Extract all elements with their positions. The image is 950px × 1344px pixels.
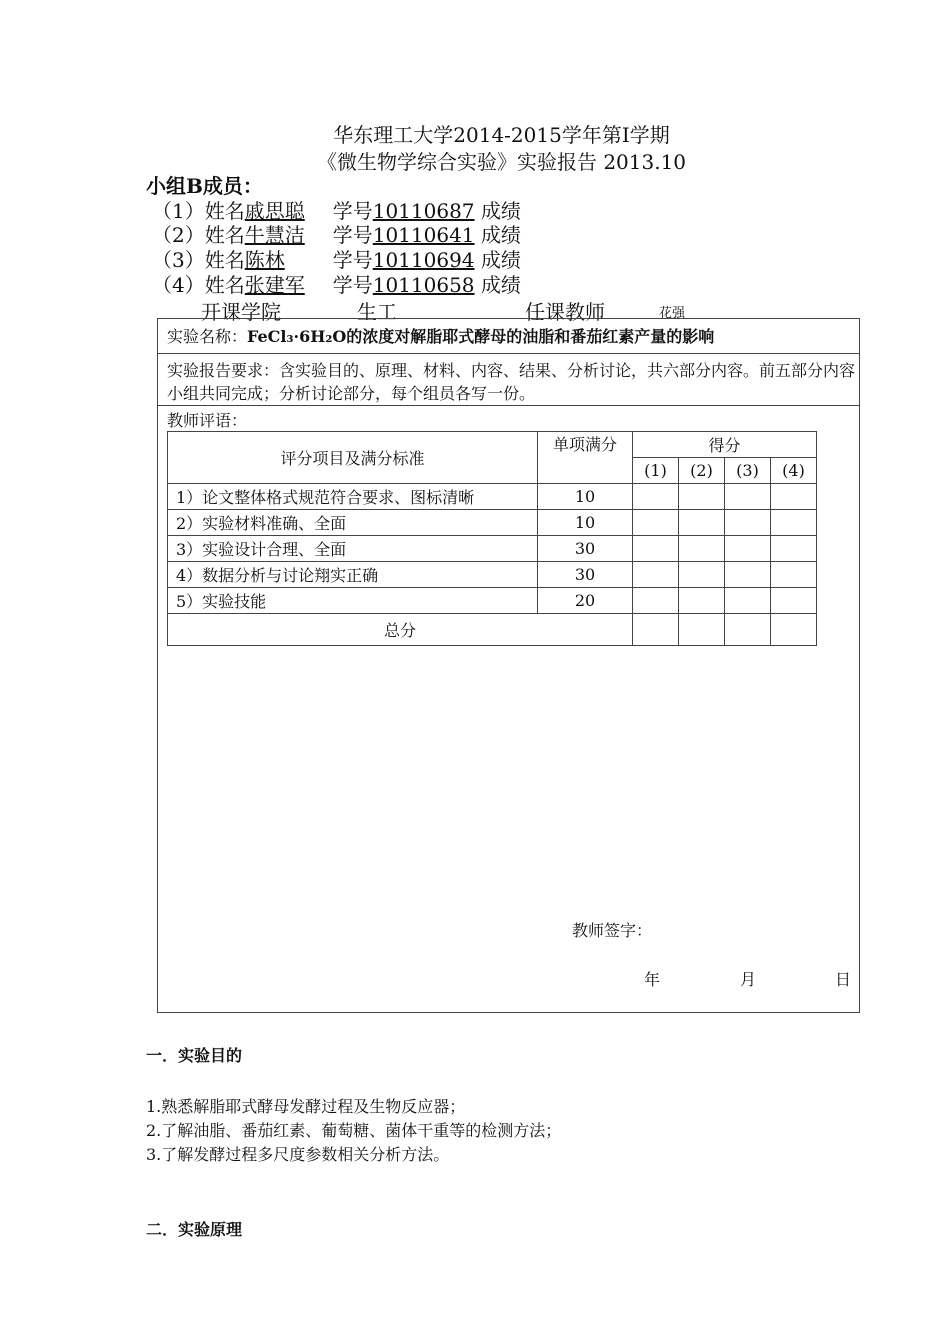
date-year: 年 bbox=[644, 970, 661, 989]
date-day: 日 bbox=[835, 970, 852, 989]
member-id: 10110641 bbox=[372, 223, 475, 247]
section-heading: 二．实验原理 bbox=[146, 1220, 243, 1239]
score-cell[interactable] bbox=[725, 562, 771, 588]
full-score: 30 bbox=[538, 536, 633, 562]
member-row: （3）姓名陈林 学号10110694 成绩 bbox=[152, 244, 521, 273]
table-row bbox=[168, 484, 817, 510]
header-full: 单项满分 bbox=[538, 432, 633, 484]
score-cell[interactable] bbox=[633, 510, 679, 536]
header-sub: (1) bbox=[633, 458, 679, 484]
criterion: 3）实验设计合理、全面 bbox=[168, 536, 538, 562]
criterion: 2）实验材料准确、全面 bbox=[168, 510, 538, 536]
score-cell[interactable] bbox=[771, 614, 817, 646]
college-value: 生工 bbox=[357, 300, 397, 324]
score-cell[interactable] bbox=[679, 562, 725, 588]
teacher-name: 花强 bbox=[659, 306, 686, 321]
score-cell[interactable] bbox=[633, 588, 679, 614]
score-cell[interactable] bbox=[679, 536, 725, 562]
score-cell[interactable] bbox=[725, 536, 771, 562]
score-cell[interactable] bbox=[679, 588, 725, 614]
score-table bbox=[167, 431, 817, 646]
total-label: 总分 bbox=[168, 614, 633, 646]
header-item: 评分项目及满分标准 bbox=[168, 432, 538, 484]
score-cell[interactable] bbox=[633, 614, 679, 646]
header-score: 得分 bbox=[633, 432, 817, 458]
teacher-label: 任课教师 bbox=[525, 300, 605, 324]
score-cell[interactable] bbox=[771, 536, 817, 562]
date-month: 月 bbox=[740, 970, 757, 989]
full-score: 10 bbox=[538, 510, 633, 536]
list-item: 2.了解油脂、番茄红素、葡萄糖、菌体干重等的检测方法； bbox=[146, 1121, 562, 1140]
list-item: 3.了解发酵过程多尺度参数相关分析方法。 bbox=[146, 1145, 450, 1164]
header-sub: (3) bbox=[725, 458, 771, 484]
report-requirements: 实验报告要求：含实验目的、原理、材料、内容、结果、分析讨论，共六部分内容。前五部分内容小组共同完成；分析讨论部分，每个组员各写一份。 bbox=[167, 361, 856, 403]
section-heading: 一．实验目的 bbox=[146, 1046, 243, 1065]
member-name: 戚思聪 bbox=[244, 199, 305, 223]
experiment-name: FeCl₃·6H₂O的浓度对解脂耶式酵母的油脂和番茄红素产量的影响 bbox=[247, 327, 715, 346]
criterion: 1）论文整体格式规范符合要求、图标清晰 bbox=[168, 484, 538, 510]
header-sub: (4) bbox=[771, 458, 817, 484]
experiment-name-row: 实验名称：FeCl₃·6H₂O的浓度对解脂耶式酵母的油脂和番茄红素产量的影响 bbox=[167, 327, 715, 346]
member-id: 10110687 bbox=[372, 199, 475, 223]
report-university-title: 华东理工大学2014-2015学年第Ⅰ学期 bbox=[333, 123, 670, 147]
member-row: （2）姓名牛慧洁 学号10110641 成绩 bbox=[152, 219, 521, 248]
score-cell[interactable] bbox=[633, 536, 679, 562]
divider bbox=[158, 353, 859, 354]
member-id: 10110694 bbox=[372, 248, 475, 272]
member-name: 陈林 bbox=[244, 248, 285, 272]
list-item: 1.熟悉解脂耶式酵母发酵过程及生物反应器； bbox=[146, 1097, 466, 1116]
full-score: 30 bbox=[538, 562, 633, 588]
score-cell[interactable] bbox=[725, 484, 771, 510]
report-box bbox=[157, 318, 860, 1013]
teacher-signature-label: 教师签字： bbox=[572, 921, 653, 940]
full-score: 10 bbox=[538, 484, 633, 510]
score-cell[interactable] bbox=[771, 562, 817, 588]
table-row bbox=[168, 510, 817, 536]
score-cell[interactable] bbox=[679, 614, 725, 646]
member-row: （4）姓名张建军 学号10110658 成绩 bbox=[152, 269, 521, 298]
report-course-title: 《微生物学综合实验》实验报告 2013.10 bbox=[316, 150, 687, 174]
criterion: 4）数据分析与讨论翔实正确 bbox=[168, 562, 538, 588]
table-row bbox=[168, 536, 817, 562]
member-name: 牛慧洁 bbox=[244, 223, 305, 247]
score-cell[interactable] bbox=[633, 562, 679, 588]
member-row: （1）姓名戚思聪 学号10110687 成绩 bbox=[152, 195, 521, 224]
score-cell[interactable] bbox=[725, 588, 771, 614]
full-score: 20 bbox=[538, 588, 633, 614]
header-sub: (2) bbox=[679, 458, 725, 484]
table-row bbox=[168, 588, 817, 614]
member-name: 张建军 bbox=[244, 273, 305, 297]
college-label: 开课学院 bbox=[201, 300, 281, 324]
score-cell[interactable] bbox=[725, 510, 771, 536]
score-cell[interactable] bbox=[679, 484, 725, 510]
table-row bbox=[168, 562, 817, 588]
divider bbox=[158, 405, 859, 406]
score-cell[interactable] bbox=[725, 614, 771, 646]
score-cell[interactable] bbox=[771, 484, 817, 510]
member-id: 10110658 bbox=[372, 273, 475, 297]
score-cell[interactable] bbox=[771, 510, 817, 536]
criterion: 5）实验技能 bbox=[168, 588, 538, 614]
group-label: 小组B成员： bbox=[146, 174, 263, 198]
score-cell[interactable] bbox=[633, 484, 679, 510]
score-cell[interactable] bbox=[679, 510, 725, 536]
total-row bbox=[168, 614, 817, 646]
teacher-comment-label: 教师评语： bbox=[167, 411, 248, 430]
score-cell[interactable] bbox=[771, 588, 817, 614]
